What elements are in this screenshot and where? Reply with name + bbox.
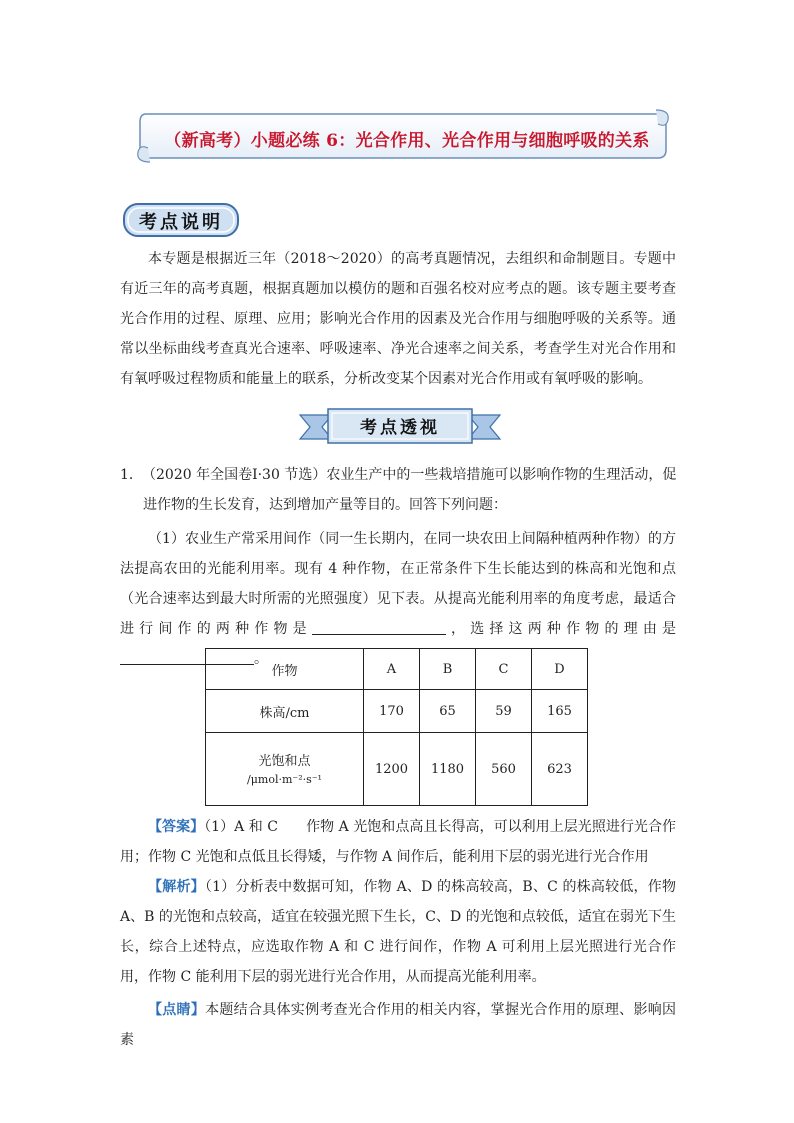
table-header-cell: A (364, 649, 420, 690)
answer-block (120, 812, 676, 872)
table-row-label: 光饱和点 (258, 754, 311, 769)
intro-paragraph: 本专题是根据近三年（2018～2020）的高考真题情况，去组织和命制题目。专题中有近三年的高考真题，根据真题加以模仿的题和百强名校对应考点的题。该专题主要考查光合作用的过程、原理、应用；影响光合作用的因素及光合作用与细胞呼吸的关系等。通常以坐标曲线考查真光合速率、呼吸速率、净光合速率之间关系，考查学生对光合作用和有氧呼吸过程物质和能量上的联系，分析改变某个因素对光合作用或有氧呼吸的影响。 (120, 251, 676, 387)
table-header-cell: B (420, 649, 476, 690)
question-number: 1． (120, 467, 143, 483)
table-cell: 170 (364, 690, 420, 733)
note-block (120, 995, 676, 1055)
question-stem-cont: 进作物的生长发育，达到增加产量等目的。回答下列问题： (143, 497, 507, 513)
section-badge-explain: 考点说明 (139, 212, 223, 233)
table-row (206, 690, 588, 733)
answer-text: （1）A 和 C 作物 A 光饱和点高且长得高，可以利用上层光照进行光合作用；作物 C 光饱和点低且长得矮，与作物 A 间作后，能利用下层的弱光进行光合作用 (120, 819, 676, 865)
table-cell: 59 (476, 690, 532, 733)
sub-question-end: 。 (254, 651, 268, 667)
table-row-label-cell (206, 733, 364, 806)
answer-tag: 【答案】 (148, 819, 205, 835)
question-stem-first: （2020 年全国卷Ⅰ·30 节选）农业生产中的一些栽培措施可以影响作物的生理活动，促 (142, 467, 677, 483)
table-cell: 65 (420, 690, 476, 733)
page-title: （新高考）小题必练 6：光合作用、光合作用与细胞呼吸的关系 (164, 131, 650, 151)
table-row-unit: /μmol·m⁻²·s⁻¹ (247, 773, 322, 786)
table-header-row (206, 649, 588, 690)
table-cell: 560 (476, 733, 532, 806)
analysis-text: （1）分析表中数据可知，作物 A、D 的株高较高，B、C 的株高较低，作物 A、B 的光饱和点较高，适宜在较强光照下生长，C、D 的光饱和点较低，适宜在弱光下生长，综合上述特点，应选取作物 A 和 C 进行间作，作物 A 可利用上层光照进行光合作用，作物 C 能利用下层的弱光进行光合作用，从而提高光能利用率。 (120, 879, 677, 985)
note-tag: 【点睛】 (148, 1002, 206, 1018)
table-cell: 1200 (364, 733, 420, 806)
sub-question-text-a: （1）农业生产常采用间作（同一生长期内，在同一块农田上间隔种植两种作物）的方法提高农田的光能利用率。现有 4 种作物，在正常条件下生长能达到的株高和光饱和点（光合速率达到最大时所需的光照强度）见下表。从提高光能利用率的角度考虑，最适合进行间作的两种作物是 (120, 531, 676, 637)
question-stem (120, 460, 680, 490)
table-cell: 623 (532, 733, 588, 806)
table-header-cell: C (476, 649, 532, 690)
table-header-cell: D (532, 649, 588, 690)
answer-blank-1[interactable] (312, 620, 446, 635)
note-text: 本题结合具体实例考查光合作用的相关内容，掌握光合作用的原理、影响因素 (120, 1002, 677, 1048)
table-header-cell: 作物 (206, 649, 364, 690)
sub-question-text-b: ，选择这两种作物的理由是 (445, 621, 677, 637)
section-badge-perspective: 考点透视 (360, 418, 440, 438)
table-cell: 165 (532, 690, 588, 733)
table-row-label: 株高/cm (206, 690, 364, 733)
table-cell: 1180 (420, 733, 476, 806)
crop-data-table (205, 648, 588, 806)
table-row (206, 733, 588, 806)
analysis-block (120, 872, 676, 992)
analysis-tag: 【解析】 (148, 879, 205, 895)
